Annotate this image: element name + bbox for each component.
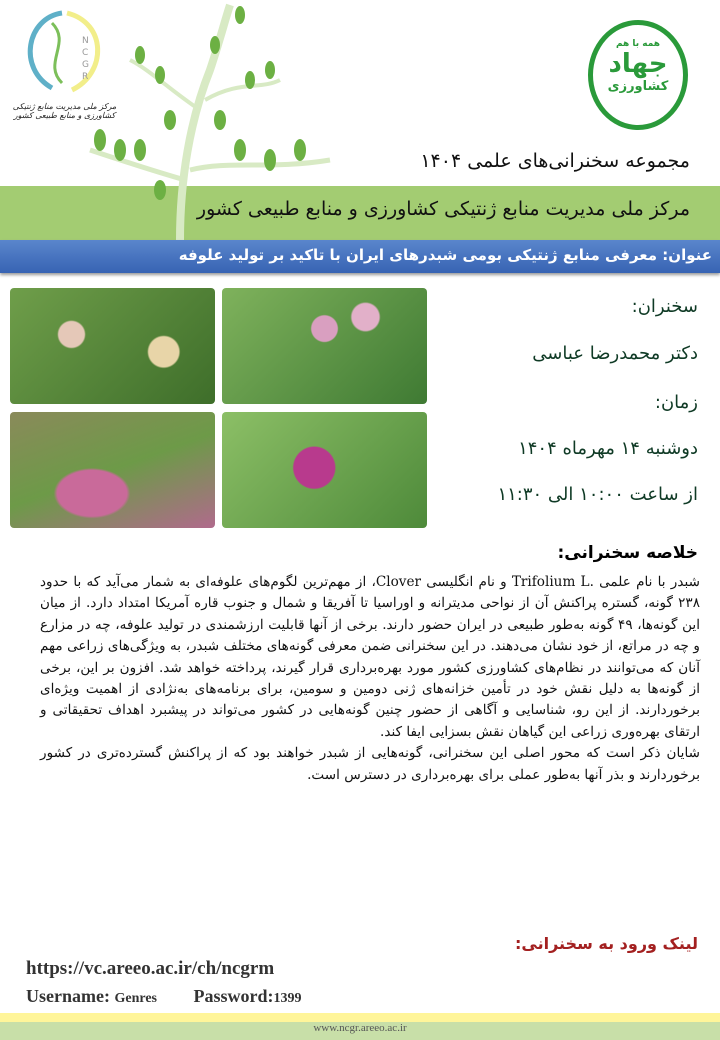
svg-text:C: C: [82, 48, 89, 58]
center-name: مرکز ملی مدیریت منابع ژنتیکی کشاورزی و منابع طبیعی کشور: [196, 198, 690, 220]
summary-title: خلاصه سخنرانی:: [557, 543, 698, 563]
credentials: [26, 986, 302, 1007]
speaker-name: دکتر محمدرضا عباسی: [532, 343, 698, 364]
ncgr-logo-caption: مرکز ملی مدیریت منابع ژنتیکی کشاورزی و منابع طبیعی کشور: [12, 102, 117, 120]
svg-text:R: R: [82, 72, 89, 82]
logo-main-text: جهاد: [608, 49, 668, 79]
svg-text:N: N: [82, 36, 89, 46]
username-label: Username:: [26, 986, 110, 1006]
ncgr-logo: [12, 8, 117, 133]
clover-photo-2: [222, 288, 427, 404]
logo-top-text: همه با هم: [615, 39, 661, 49]
summary-body: [40, 572, 700, 786]
lecture-hours: از ساعت ۱۰:۰۰ الی ۱۱:۳۰: [497, 484, 698, 505]
lecture-link[interactable]: https://vc.areeo.ac.ir/ch/ncgrm: [26, 958, 275, 979]
password-label: Password:: [193, 986, 274, 1006]
summary-paragraph-2: شایان ذکر است که محور اصلی این سخنرانی، گونه‌هایی از شبدر خواهند بود که از پراکنش گسترده‌تری در کشور برخوردارند و بذر آنها به‌طور عملی برای بهره‌برداری در دسترس است.: [40, 745, 700, 783]
jahad-keshavarzi-logo: [588, 20, 688, 130]
svg-text:G: G: [82, 60, 89, 70]
lecture-title-bar: عنوان: معرفی منابع ژنتیکی بومی شبدرهای ایران با تاکید بر تولید علوفه: [0, 240, 720, 273]
clover-photo-3: [10, 412, 215, 528]
summary-paragraph-1: شبدر با نام علمی .Trifolium L و نام انگلیسی Clover، از مهم‌ترین لگوم‌های علوفه‌ای به شمار می‌آید که با حدود ۲۳۸ گونه، گستره پراکنش آن از نواحی مدیترانه و اوراسیا تا آفریقا و شمال و جنوب قاره آمریکا امتداد دارد. از میان این گونه‌ها، ۴۹ گونه به‌طور طبیعی در ایران حضور دارند. برخی از آنها قابلیت ارزشمندی در تولید علوفه، چه در مزارع و چه در مراتع، از خود نشان می‌دهند. در این سخنرانی ضمن معرفی گونه‌های مختلف شبدر، به ویژگی‌های زراعی مهم آنان که می‌توانند در نظام‌های کشاورزی کشور مورد بهره‌برداری قرار گیرند، پرداخته خواهد شد. افزون بر این، برخی از گونه‌ها به دلیل نقش خود در تأمین خزانه‌های ژنی دومین و سومین، برای برنامه‌های به‌نژادی از اهمیت ویژه‌ای برخوردارند. از این رو، شناسایی و آگاهی از حضور چنین گونه‌هایی در کشور می‌تواند در پیشبرد اهداف تحقیقاتی و ارتقای بهره‌وری زراعی این گیاهان نقش بسزایی ایفا کند.: [40, 574, 700, 740]
lecture-date: دوشنبه ۱۴ مهرماه ۱۴۰۴: [518, 438, 698, 459]
footer-website[interactable]: www.ncgr.areeo.ac.ir: [0, 1022, 720, 1040]
speaker-label: سخنران:: [631, 296, 698, 317]
clover-photo-4: [222, 412, 427, 528]
link-title: لینک ورود به سخنرانی:: [514, 934, 698, 953]
username-value: Genres: [114, 991, 157, 1006]
lecture-series-title: مجموعه سخنرانی‌های علمی ۱۴۰۴: [420, 150, 690, 172]
time-label: زمان:: [654, 392, 698, 413]
password-value: 1399: [273, 991, 302, 1006]
logo-sub-text: کشاورزی: [607, 79, 669, 94]
clover-photo-1: [10, 288, 215, 404]
footer-stripe: [0, 1013, 720, 1022]
